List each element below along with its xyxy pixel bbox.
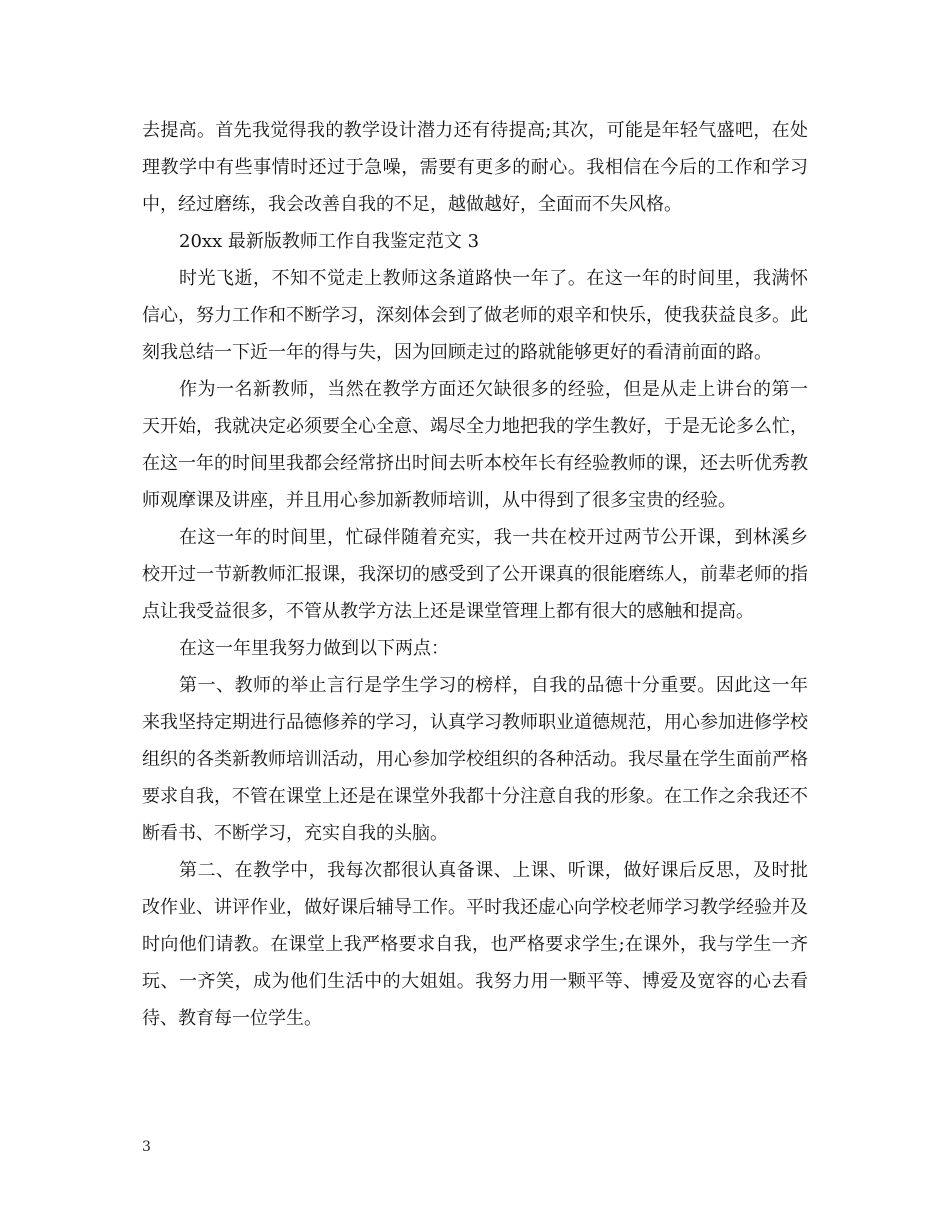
page-number: 3: [142, 1139, 151, 1155]
section-heading: 20xx 最新版教师工作自我鉴定范文 3: [179, 231, 480, 252]
paragraph: 作为一名新教师，当然在教学方面还欠缺很多的经验，但是从走上讲台的第一天开始，我就决定必须要全心全意、竭尽全力地把我的学生教好，于是无论多么忙，在这一年的时间里我都会经常挤出时间去听本校年长有经验教师的课，还去听优秀教师观摩课及讲座，并且用心参加新教师培训，从中得到了很多宝贵的经验。: [142, 379, 808, 511]
paragraph: 第二、在教学中，我每次都很认真备课、上课、听课，做好课后反思，及时批改作业、讲评作业，做好课后辅导工作。平时我还虚心向学校老师学习教学经验并及时向他们请教。在课堂上我严格要求自我，也严格要求学生;在课外，我与学生一齐玩、一齐笑，成为他们生活中的大姐姐。我努力用一颗平等、博爱及宽容的心去看待、教育每一位学生。: [142, 860, 808, 1029]
paragraph: 时光飞逝，不知不觉走上教师这条道路快一年了。在这一年的时间里，我满怀信心，努力工作和不断学习，深刻体会到了做老师的艰辛和快乐，使我获益良多。此刻我总结一下近一年的得与失，因为回顾走过的路就能够更好的看清前面的路。: [142, 268, 808, 363]
paragraph-continuation: 去提高。首先我觉得我的教学设计潜力还有待提高;其次，可能是年轻气盛吧，在处理教学中有些事情时还过于急噪，需要有更多的耐心。我相信在今后的工作和学习中，经过磨练，我会改善自我的不足，越做越好，全面而不失风格。: [142, 120, 808, 215]
paragraph: 在这一年里我努力做到以下两点：: [179, 638, 449, 659]
paragraph: 第一、教师的举止言行是学生学习的榜样，自我的品德十分重要。因此这一年来我坚持定期进行品德修养的学习，认真学习教师职业道德规范，用心参加进修学校组织的各类新教师培训活动，用心参加学校组织的各种活动。我尽量在学生面前严格要求自我，不管在课堂上还是在课堂外我都十分注意自我的形象。在工作之余我还不断看书、不断学习，充实自我的头脑。: [142, 675, 808, 844]
document-body: [142, 112, 808, 1037]
paragraph: 在这一年的时间里，忙碌伴随着充实，我一共在校开过两节公开课，到林溪乡校开过一节新教师汇报课，我深切的感受到了公开课真的很能磨练人，前辈老师的指点让我受益很多，不管从教学方法上还是课堂管理上都有很大的感触和提高。: [142, 527, 808, 622]
